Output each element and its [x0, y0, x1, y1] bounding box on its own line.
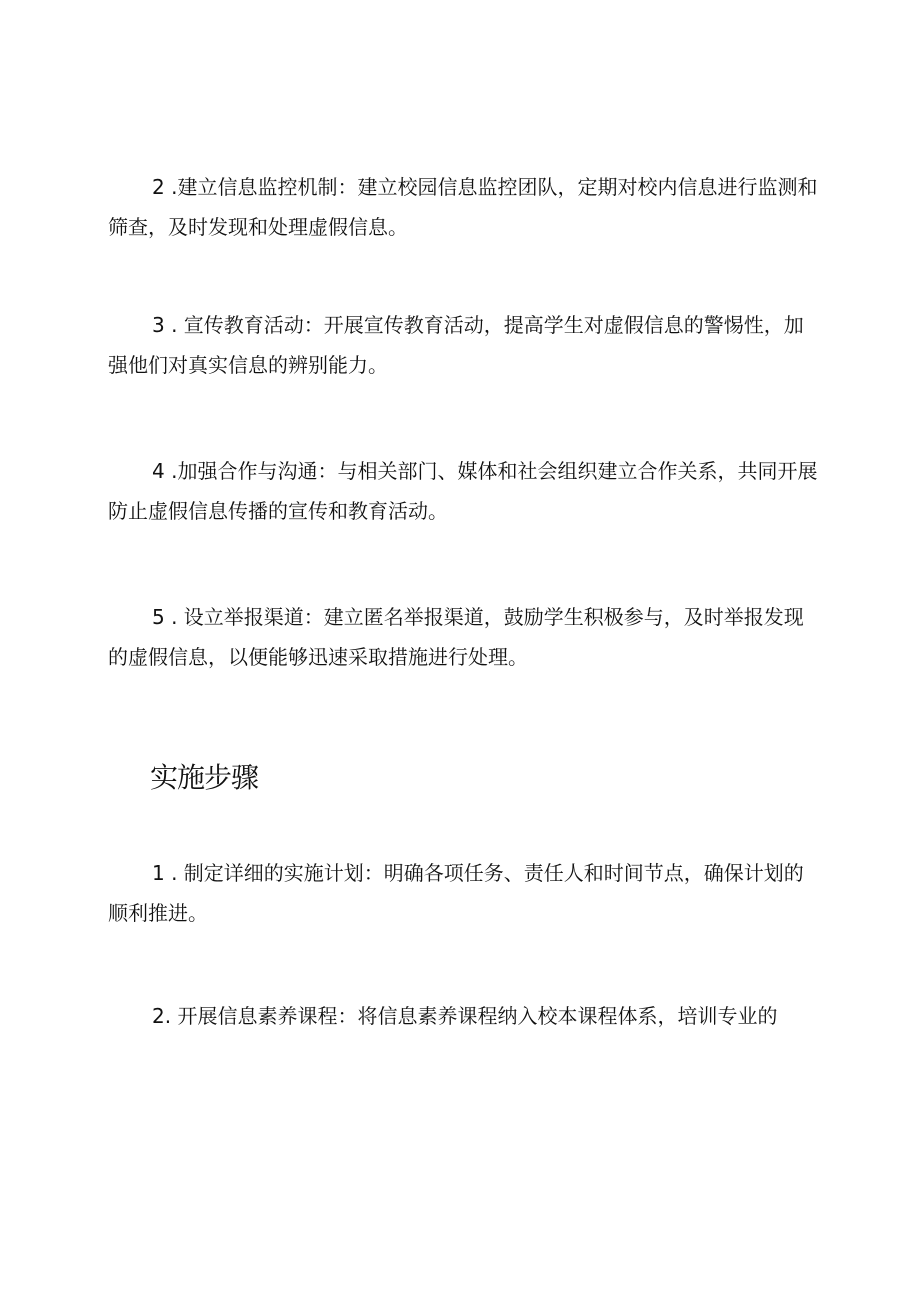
paragraph-cooperation: 4 .加强合作与沟通：与相关部门、媒体和社会组织建立合作关系，共同开展防止虚假信息传播的宣传和教育活动。 — [108, 459, 818, 523]
paragraph-reporting-channel: 5 . 设立举报渠道：建立匿名举报渠道，鼓励学生积极参与，及时举报发现的虚假信息，以便能够迅速采取措施进行处理。 — [108, 605, 804, 669]
paragraph-literacy-course: 2. 开展信息素养课程：将信息素养课程纳入校本课程体系，培训专业的 — [152, 1004, 778, 1028]
section-heading-implementation: 实施步骤 — [150, 761, 259, 794]
paragraph-education-activities: 3 . 宣传教育活动：开展宣传教育活动，提高学生对虚假信息的警惕性，加强他们对真实信息的辨别能力。 — [108, 313, 804, 377]
paragraph-monitoring-mechanism: 2 .建立信息监控机制：建立校园信息监控团队，定期对校内信息进行监测和筛查，及时发现和处理虚假信息。 — [108, 175, 818, 239]
paragraph-implementation-plan: 1 . 制定详细的实施计划：明确各项任务、责任人和时间节点，确保计划的顺利推进。 — [108, 861, 804, 925]
